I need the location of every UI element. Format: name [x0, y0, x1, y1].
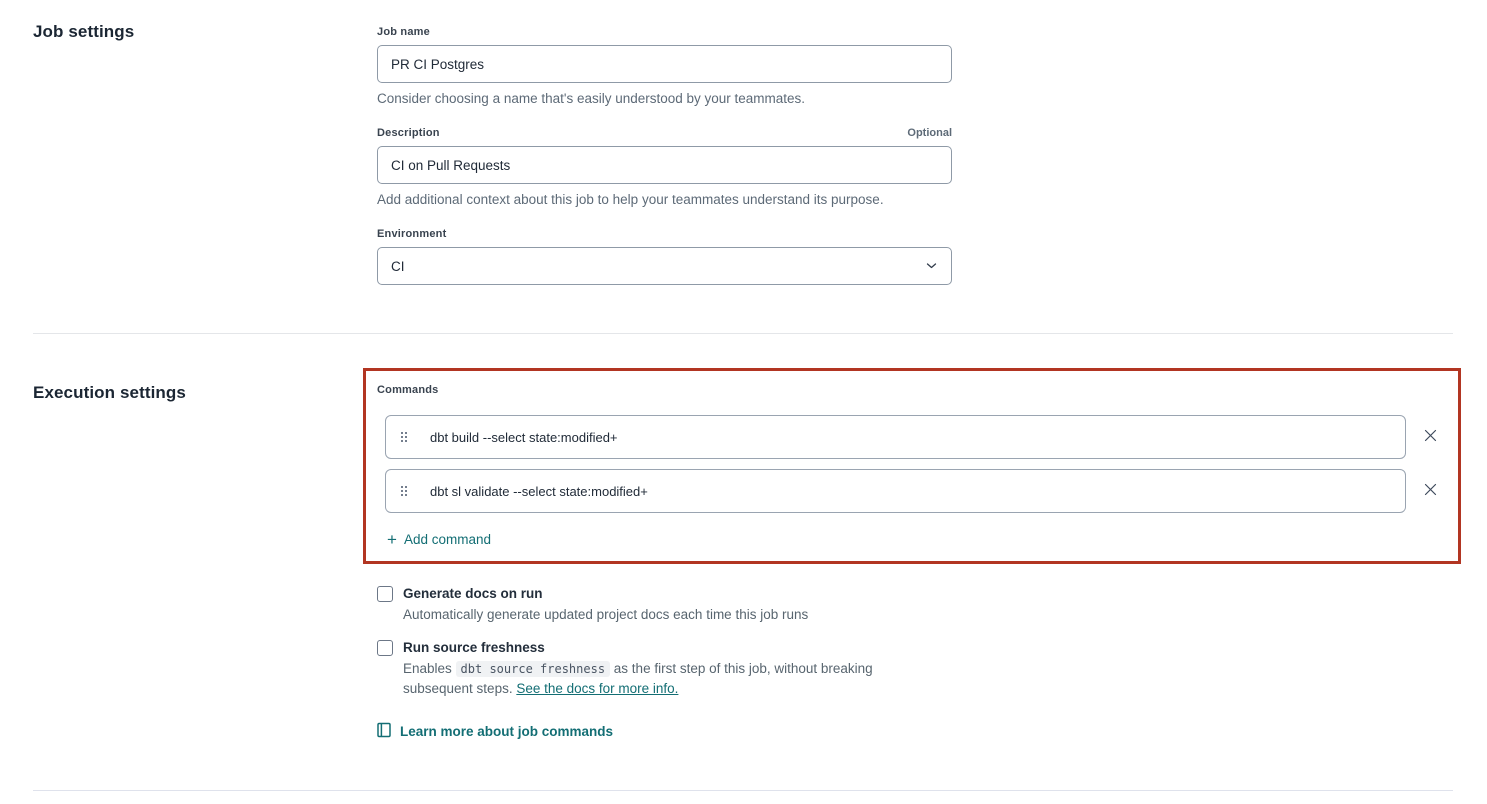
job-settings-heading: Job settings	[33, 22, 135, 41]
remove-command-button[interactable]	[1415, 476, 1445, 506]
job-settings-form	[377, 26, 952, 285]
run-source-freshness-row	[377, 639, 943, 699]
environment-label: Environment	[377, 228, 447, 240]
description-helper: Add additional context about this job to help your teammates understand its purpose.	[377, 192, 884, 207]
freshness-desc-suffix: as the first step of this job, without breaking subsequent steps.	[403, 661, 873, 696]
section-divider	[33, 333, 1453, 334]
job-name-helper: Consider choosing a name that's easily understood by your teammates.	[377, 91, 806, 106]
freshness-code-snippet: dbt source freshness	[456, 661, 611, 677]
generate-docs-text	[403, 585, 808, 625]
environment-select[interactable]	[377, 247, 952, 285]
close-icon	[1424, 429, 1437, 445]
drag-handle-icon[interactable]	[401, 486, 407, 496]
drag-handle-icon[interactable]	[401, 432, 407, 442]
run-source-freshness-text	[403, 639, 943, 699]
command-input-1[interactable]	[385, 415, 1406, 459]
description-optional-badge: Optional	[907, 127, 952, 139]
command-row	[385, 469, 1445, 513]
description-label-row	[377, 127, 952, 140]
run-source-freshness-label: Run source freshness	[403, 640, 545, 655]
freshness-desc-prefix: Enables	[403, 661, 456, 676]
commands-highlight-panel	[363, 368, 1461, 564]
generate-docs-label: Generate docs on run	[403, 586, 543, 601]
run-source-freshness-description	[403, 659, 943, 699]
run-source-freshness-checkbox[interactable]	[377, 640, 393, 656]
generate-docs-row	[377, 585, 808, 625]
description-input[interactable]	[377, 146, 952, 184]
execution-settings-heading: Execution settings	[33, 383, 186, 402]
remove-command-button[interactable]	[1415, 422, 1445, 452]
environment-label-row	[377, 228, 952, 241]
commands-label: Commands	[377, 384, 439, 396]
learn-more-link[interactable]	[377, 722, 613, 741]
book-icon	[377, 722, 391, 741]
environment-selected-value: CI	[391, 258, 405, 274]
learn-more-label: Learn more about job commands	[400, 724, 614, 739]
add-command-label: Add command	[403, 532, 491, 547]
bottom-divider	[33, 790, 1453, 791]
job-name-input[interactable]	[377, 45, 952, 83]
generate-docs-description: Automatically generate updated project docs each time this job runs	[403, 607, 809, 622]
command-input-wrap	[385, 415, 1406, 459]
command-input-wrap	[385, 469, 1406, 513]
add-command-button[interactable]	[387, 529, 491, 549]
plus-icon: +	[387, 529, 397, 549]
description-label: Description	[377, 127, 440, 139]
chevron-down-icon	[926, 263, 937, 270]
generate-docs-checkbox[interactable]	[377, 586, 393, 602]
see-docs-link[interactable]: See the docs for more info.	[516, 681, 679, 696]
command-row	[385, 415, 1445, 459]
command-input-2[interactable]	[385, 469, 1406, 513]
job-name-label-row	[377, 26, 952, 39]
job-name-label: Job name	[377, 26, 430, 38]
close-icon	[1424, 483, 1437, 499]
